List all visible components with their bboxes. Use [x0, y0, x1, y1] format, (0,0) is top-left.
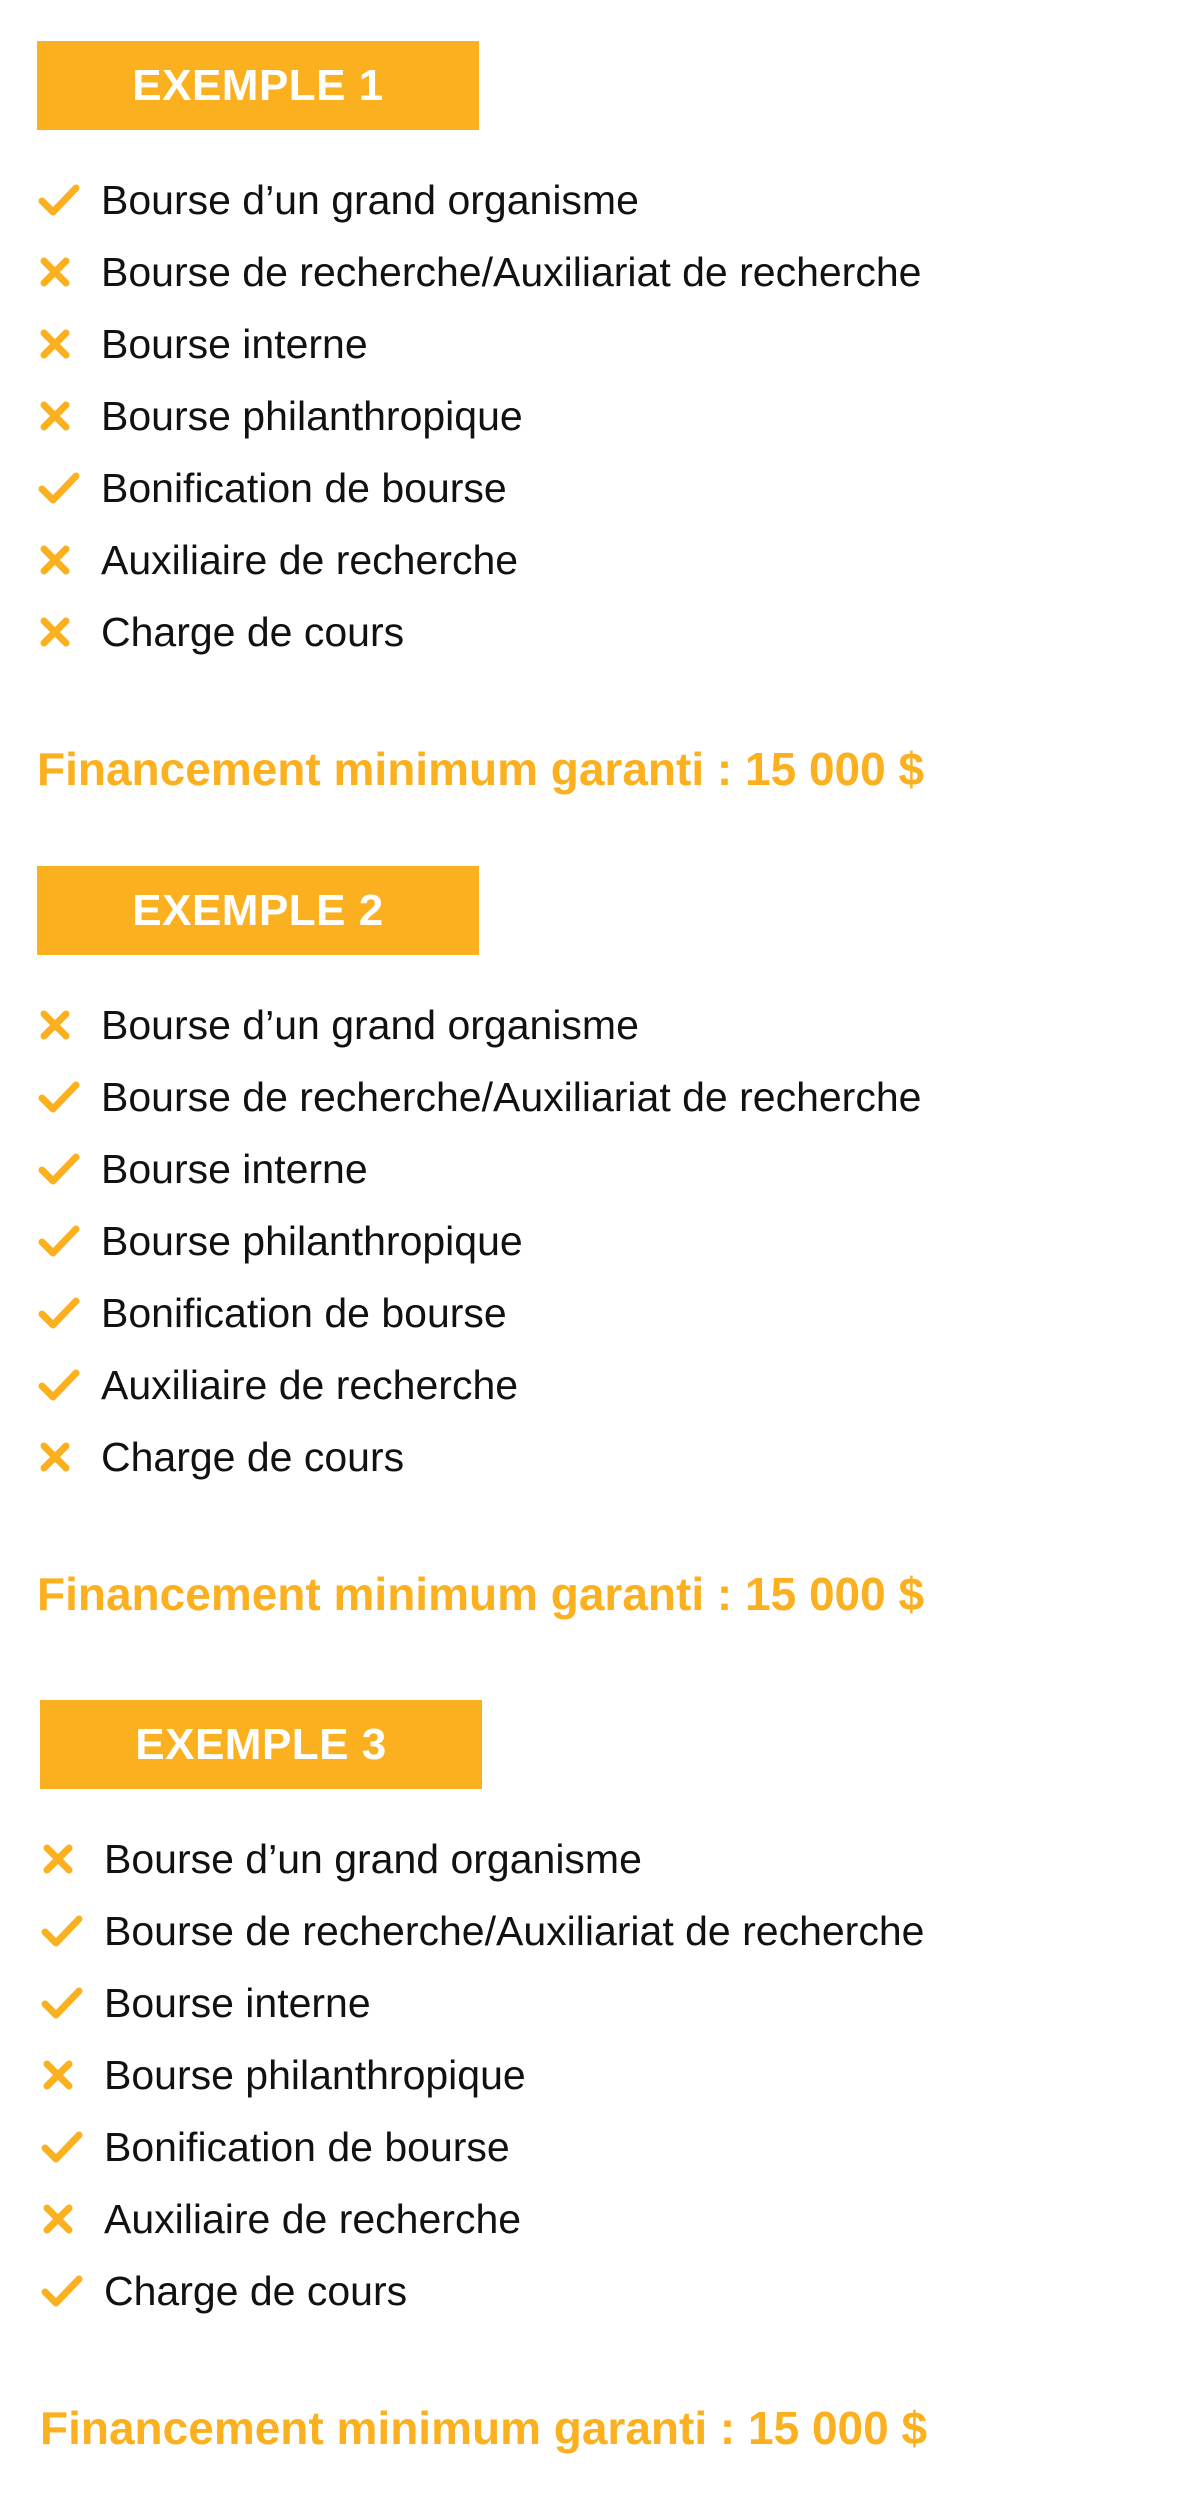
list-item: [40, 2111, 1140, 2183]
list-item: [40, 2255, 1140, 2327]
list-item: [37, 524, 1137, 596]
list-item: [37, 452, 1137, 524]
cross-icon: [37, 1421, 101, 1493]
list-item: [37, 308, 1137, 380]
list-item: [40, 1967, 1140, 2039]
item-label: Auxiliaire de recherche: [101, 1361, 519, 1408]
list-item: [37, 1277, 1137, 1349]
item-label: Bourse interne: [104, 1979, 371, 2026]
item-label: Bourse d’un grand organisme: [104, 1835, 642, 1882]
check-icon: [37, 452, 101, 524]
list-item: [37, 164, 1137, 236]
list-item: [37, 989, 1137, 1061]
check-icon: [40, 1895, 104, 1967]
cross-icon: [37, 308, 101, 380]
item-label: Bourse d’un grand organisme: [101, 176, 639, 223]
check-icon: [40, 1967, 104, 2039]
item-label: Bourse philanthropique: [101, 392, 523, 439]
list-item: [40, 1823, 1140, 1895]
item-label: Bourse philanthropique: [101, 1217, 523, 1264]
example-1-title: EXEMPLE 1: [132, 60, 384, 110]
list-item: [37, 1133, 1137, 1205]
example-3-summary: Financement minimum garanti : 15 000 $: [40, 2402, 928, 2454]
item-label: Charge de cours: [101, 608, 405, 655]
example-1: [37, 41, 1137, 796]
check-icon: [37, 1277, 101, 1349]
item-label: Bourse de recherche/Auxiliariat de recherche: [101, 1073, 922, 1120]
cross-icon: [40, 2039, 104, 2111]
cross-icon: [40, 1823, 104, 1895]
example-3: [40, 1700, 1140, 2455]
item-label: Auxiliaire de recherche: [101, 536, 519, 583]
list-item: [37, 596, 1137, 668]
cross-icon: [37, 524, 101, 596]
list-item: [40, 2039, 1140, 2111]
cross-icon: [40, 2183, 104, 2255]
item-label: Bourse d’un grand organisme: [101, 1001, 639, 1048]
example-2-summary: Financement minimum garanti : 15 000 $: [37, 1568, 925, 1620]
example-3-title: EXEMPLE 3: [135, 1719, 387, 1769]
list-item: [37, 1205, 1137, 1277]
list-item: [37, 1061, 1137, 1133]
check-icon: [37, 1133, 101, 1205]
item-label: Bourse de recherche/Auxiliariat de recherche: [101, 248, 922, 295]
example-2-title: EXEMPLE 2: [132, 885, 384, 935]
item-label: Bonification de bourse: [104, 2123, 510, 2170]
example-3-list: [40, 1823, 1140, 2327]
item-label: Auxiliaire de recherche: [104, 2195, 522, 2242]
cross-icon: [37, 380, 101, 452]
item-label: Charge de cours: [101, 1433, 405, 1480]
check-icon: [37, 1205, 101, 1277]
example-3-header: [40, 1700, 482, 1789]
item-label: Bourse interne: [101, 1145, 368, 1192]
item-label: Bourse de recherche/Auxiliariat de recherche: [104, 1907, 925, 1954]
item-label: Bourse philanthropique: [104, 2051, 526, 2098]
item-label: Bonification de bourse: [101, 1289, 507, 1336]
example-1-header: [37, 41, 479, 130]
example-2-list: [37, 989, 1137, 1493]
example-1-list: [37, 164, 1137, 668]
check-icon: [37, 1349, 101, 1421]
list-item: [37, 380, 1137, 452]
check-icon: [40, 2111, 104, 2183]
example-2: [37, 866, 1137, 1621]
check-icon: [37, 164, 101, 236]
cross-icon: [37, 236, 101, 308]
item-label: Charge de cours: [104, 2267, 408, 2314]
item-label: Bourse interne: [101, 320, 368, 367]
cross-icon: [37, 596, 101, 668]
list-item: [40, 1895, 1140, 1967]
list-item: [37, 236, 1137, 308]
check-icon: [37, 1061, 101, 1133]
example-2-header: [37, 866, 479, 955]
list-item: [37, 1421, 1137, 1493]
example-1-summary: Financement minimum garanti : 15 000 $: [37, 743, 925, 795]
cross-icon: [37, 989, 101, 1061]
list-item: [40, 2183, 1140, 2255]
item-label: Bonification de bourse: [101, 464, 507, 511]
list-item: [37, 1349, 1137, 1421]
check-icon: [40, 2255, 104, 2327]
